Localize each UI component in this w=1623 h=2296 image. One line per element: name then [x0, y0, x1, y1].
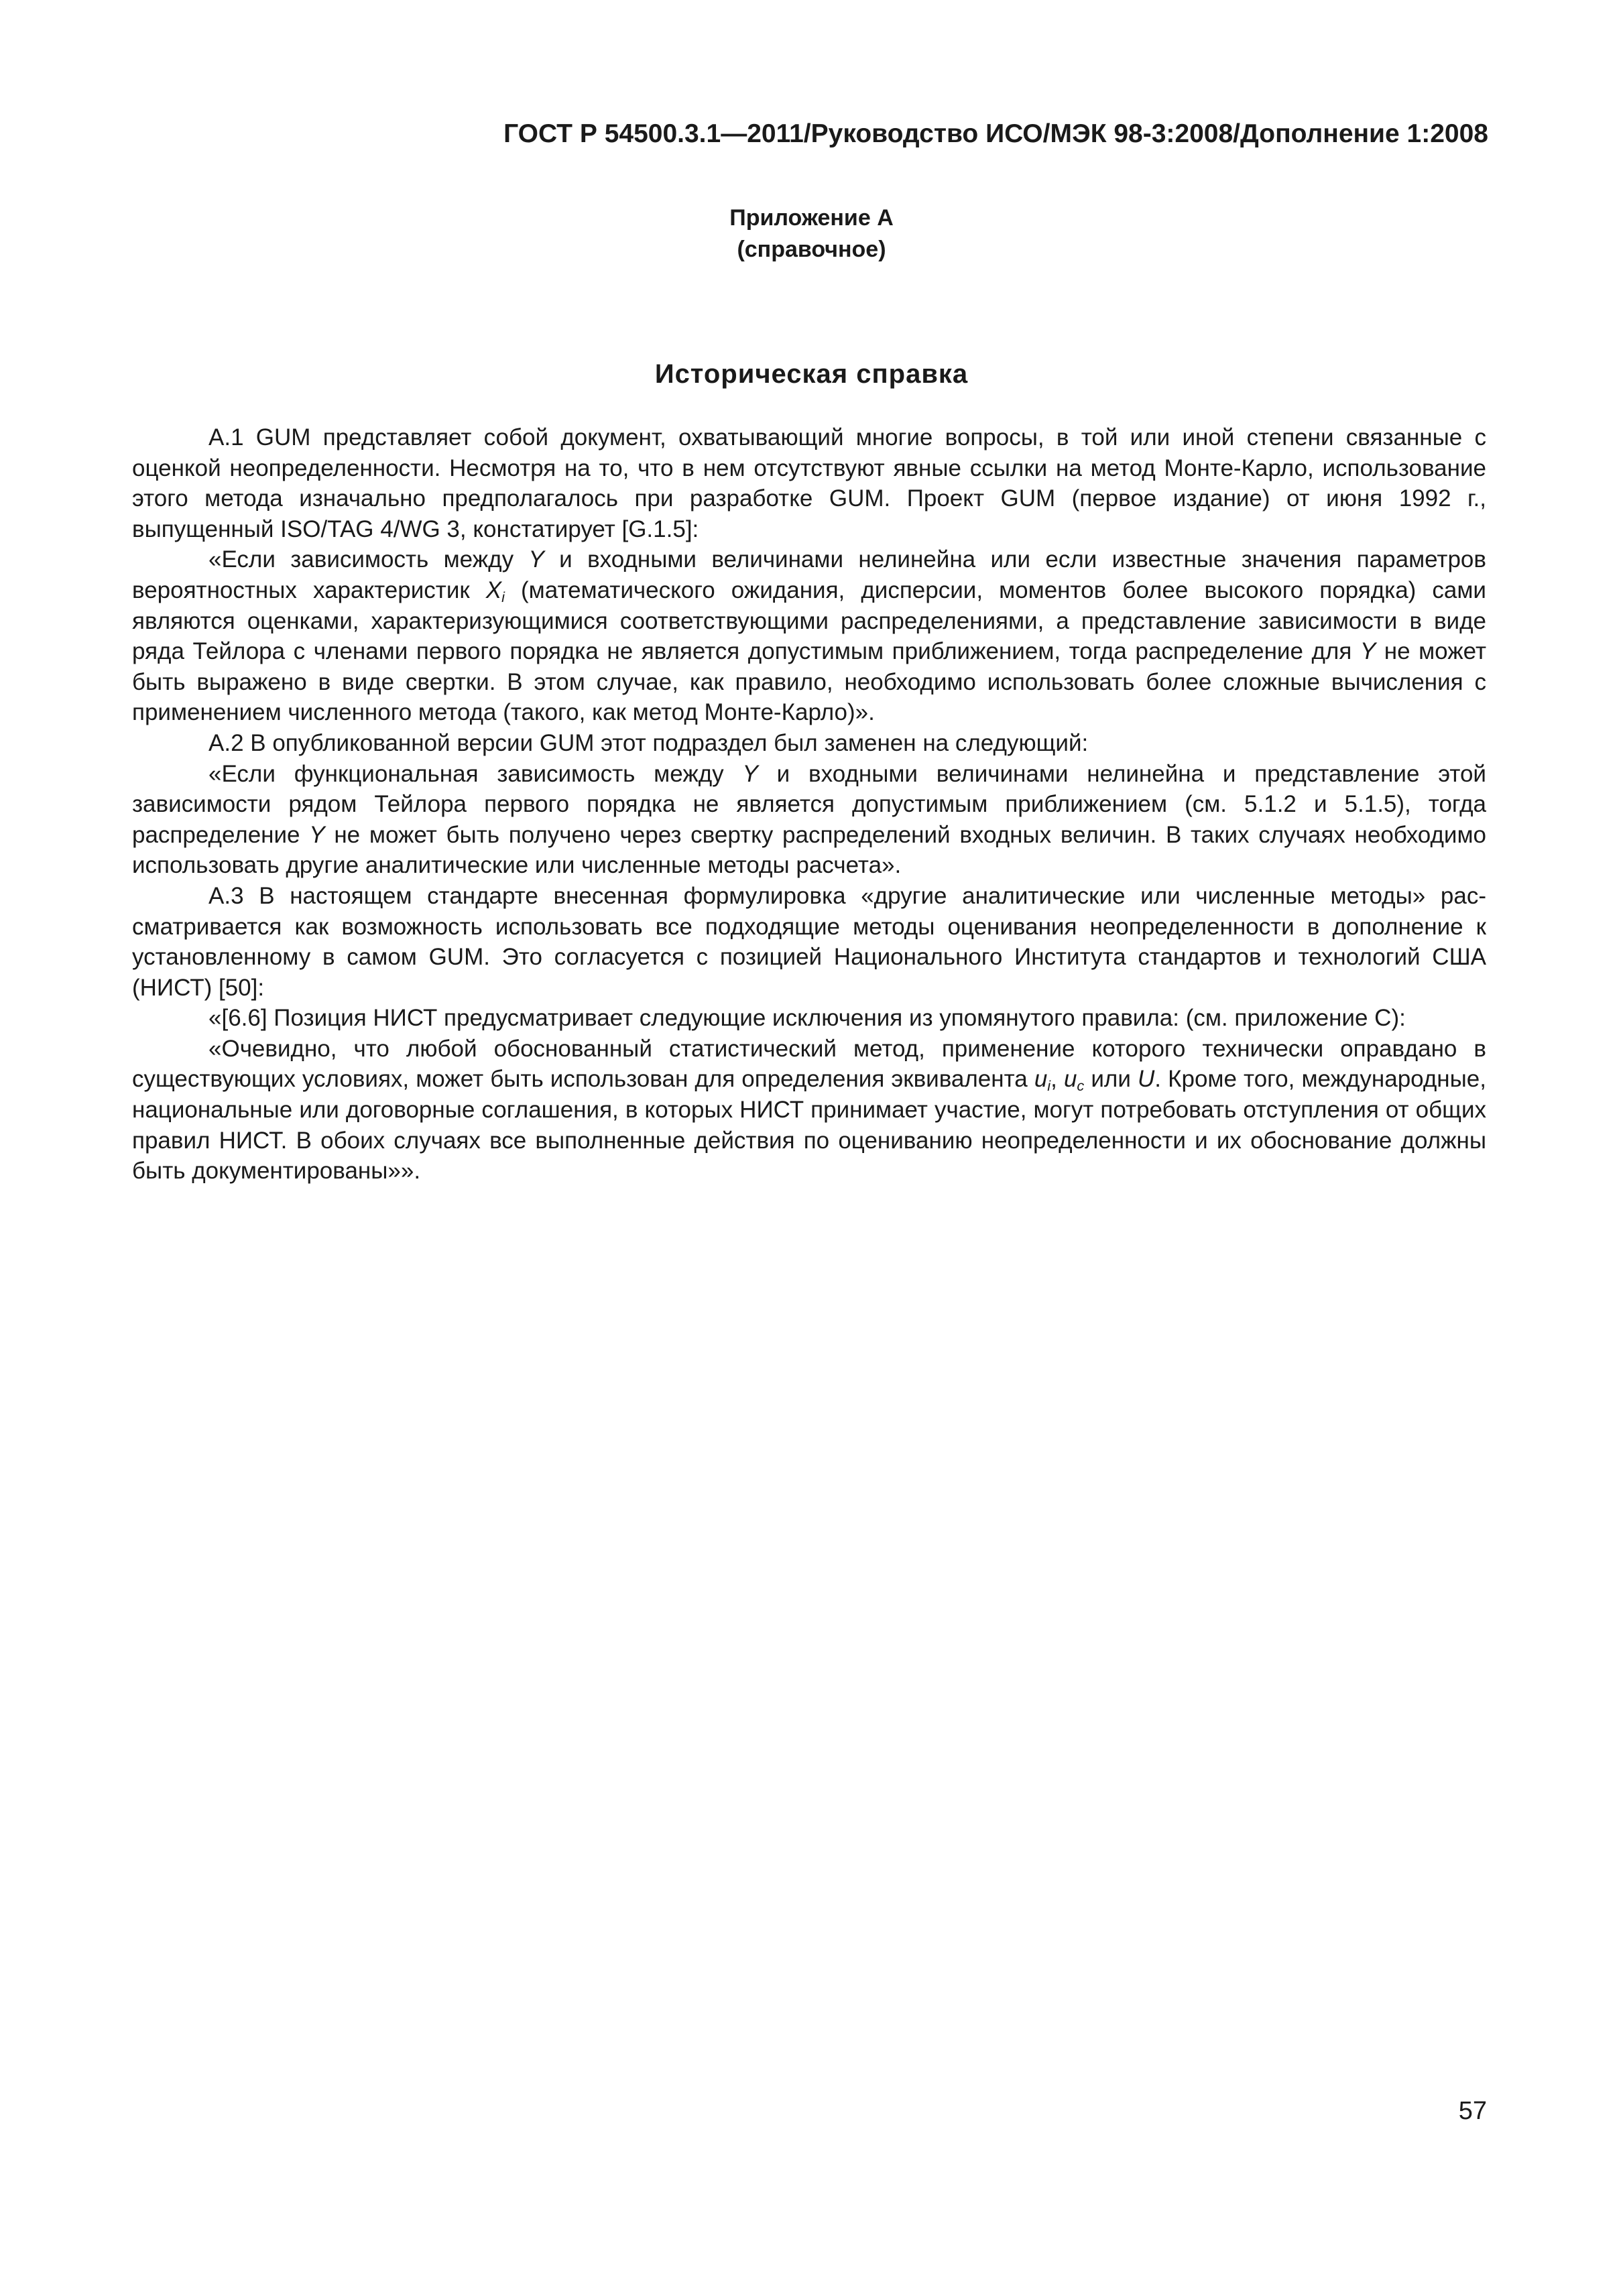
- body-text: [132, 422, 1486, 1187]
- variable-symbol: u: [1034, 1066, 1048, 1093]
- text-segment: не может быть получено через свертку распределений входных величин. В таких случаях необходимо использовать другие аналитические или численные методы расчета».: [132, 821, 1486, 879]
- text-segment: и входными величинами нелинейна или если известные значения параметров вероятностных характеристик: [132, 546, 1486, 603]
- text-segment: «Если зависимость между: [208, 546, 529, 573]
- text-segment: «Если функциональная зависимость между: [208, 760, 743, 787]
- variable-symbol: u: [1063, 1066, 1077, 1093]
- annex-title-block: [0, 202, 1623, 265]
- variable-subscript: i: [1047, 1077, 1051, 1095]
- text-segment: и входными величинами нелинейна и представление этой зависимости рядом Тейлора первого порядка не является допустимым приближением (см. 5.1.2 и 5.1.5), тогда распределение: [132, 760, 1486, 848]
- variable-y: Y: [1360, 638, 1376, 665]
- document-header: ГОСТ Р 54500.3.1—2011/Руководство ИСО/МЭК 98-3:2008/Дополнение 1:2008: [503, 119, 1488, 148]
- text-segment: (математического ожидания, дисперсии, моментов более высокого порядка) сами являются оценками, характеризующимися соответствующими распределениями, а представление зависимости в виде ряда Тейлора с членами первого порядка не является допустимым приближением, тогда распределение для: [132, 577, 1486, 665]
- paragraph-a1: А.1 GUM представляет собой документ, охватывающий многие вопросы, в той или иной степени связанные с оценкой неопределенности. Несмотря на то, что в нем отсутствуют явные ссылки на метод Монте-Карло, использование этого метода изначально предполагалось при разработке GUM. Проект GUM (первое издание) от июня 1992 г., выпущенный ISO/TAG 4/WG 3, констатирует [G.1.5]:: [132, 424, 1486, 542]
- variable-subscript: i: [501, 589, 505, 606]
- variable-uc: [1063, 1066, 1085, 1095]
- variable-ui: [1034, 1066, 1051, 1095]
- variable-xi: [485, 577, 505, 606]
- text-segment: «Очевидно, что любой обоснованный статистический метод, применение которого технически оправдано в существующих условиях, может быть использован для определения эквивалента: [132, 1035, 1486, 1093]
- variable-y: Y: [742, 760, 758, 787]
- variable-symbol: X: [485, 577, 502, 603]
- paragraph-a3: А.3 В настоящем стандарте внесенная формулировка «другие аналитические или численные методы» рассматривается как возможность использовать все подходящие методы оценивания неопределенности в дополнение к установленному в самом GUM. Это согласуется с позицией Национального Института стандартов и технологий США (НИСТ) [50]:: [132, 882, 1486, 1001]
- annex-title: Приложение А: [729, 205, 894, 231]
- variable-subscript: c: [1077, 1077, 1085, 1095]
- annex-status: (справочное): [737, 237, 886, 262]
- text-segment: . Кроме того, международные, национальные или договорные соглашения, в которых НИСТ принимает участие, могут потребовать отступления от общих правил НИСТ. В обоих случаях все выполненные действия по оцениванию неопределенности и их обоснование должны быть документированы»».: [132, 1066, 1486, 1185]
- paragraph-nist-quote-2: [132, 1034, 1486, 1187]
- paragraph-nist-quote-1: «[6.6] Позиция НИСТ предусматривает следующие исключения из упомянутого правила: (см. приложение С):: [208, 1005, 1406, 1032]
- page-number: 57: [1458, 2097, 1487, 2125]
- paragraph-gum-quote-2: [132, 759, 1486, 881]
- paragraph-a2: А.2 В опубликованной версии GUM этот подраздел был заменен на следующий:: [208, 729, 1089, 756]
- variable-u: U: [1138, 1066, 1155, 1093]
- text-segment: или: [1084, 1066, 1138, 1093]
- text-segment: не может быть выражено в виде свертки. В этом случае, как правило, необходимо использовать более сложные вычисления с применением численного метода (такого, как метод Монте-Карло)».: [132, 638, 1487, 726]
- paragraph-gum-quote-1: [132, 544, 1486, 728]
- section-heading: Историческая справка: [654, 359, 969, 389]
- text-segment: ,: [1050, 1066, 1064, 1093]
- variable-y: Y: [528, 546, 544, 573]
- variable-y: Y: [309, 821, 325, 848]
